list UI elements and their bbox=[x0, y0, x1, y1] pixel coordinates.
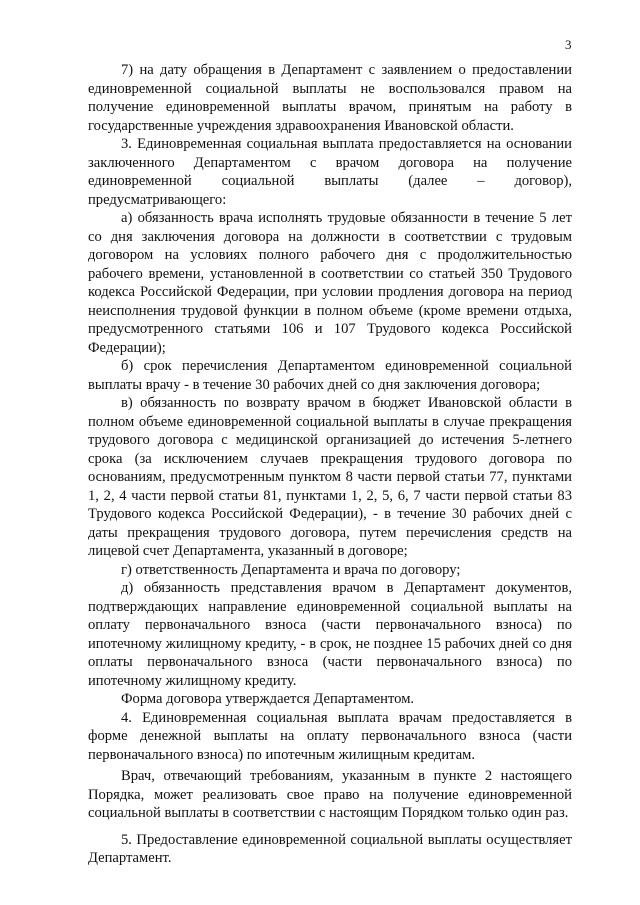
paragraph-3g: г) ответственность Департамента и врача по договору; bbox=[121, 561, 461, 578]
paragraph-3b: б) срок перечисления Департаментом единовременной социальной выплаты врачу - в течение 30 рабочих дней со дня заключения договора; bbox=[88, 358, 572, 393]
paragraph-5-provider: 5. Предоставление единовременной социальной выплаты осуществляет Департамент. bbox=[88, 831, 572, 866]
paragraph-4-once: Врач, отвечающий требованиям, указанным в пункте 2 настоящего Порядка, может реализовать свое право на получение единовременной социальной выплаты в соответствии с настоящим Порядком только один раз. bbox=[88, 768, 572, 821]
paragraph-3v: в) обязанность по возврату врачом в бюджет Ивановской области в полном объеме единовременной социальной выплаты в случае прекращения трудового договора с медицинской организацией до истечения 5-летнего срока (за исключением случаев прекращения трудового договора по основаниям, предусмотренным пунктом 8 части первой статьи 77, пунктами 1, 2, 4 части первой статьи 81, пунктами 1, 2, 5, 6, 7 части первой статьи 83 Трудового кодекса Российской Федерации), - в течение 30 рабочих дней с даты прекращения трудового договора, путем перечисления средств на лицевой счет Департамента, указанный в договоре; bbox=[88, 395, 572, 559]
paragraph-contract-form: Форма договора утверждается Департаментом. bbox=[121, 691, 415, 707]
paragraph-3-basis: 3. Единовременная социальная выплата предоставляется на основании заключенного Департаментом с врачом договора на получение единовременной социальной выплаты (далее – договор), предусматривающего: bbox=[88, 136, 572, 208]
page-number: 3 bbox=[565, 37, 572, 52]
document-body bbox=[88, 61, 572, 868]
paragraph-3d: д) обязанность представления врачом в Департамент документов, подтверждающих направление единовременной социальной выплаты на оплату первоначального взноса (части первоначального взноса) по ипотечному жилищному кредиту, - в срок, не позднее 15 рабочих дней со дня оплаты первоначального взноса (части первоначального взноса) по ипотечному жилищному кредиту. bbox=[88, 580, 572, 689]
paragraph-3a: а) обязанность врача исполнять трудовые обязанности в течение 5 лет со дня заключения договора на должности в соответствии с трудовым договором на условиях полного рабочего дня с продолжительностью рабочего времени, установленной в соответствии со статьей 350 Трудового кодекса Российской Федерации, при условии продления договора на период неисполнения трудовой функции в полном объеме (кроме времени отдыха, предусмотренного статьями 106 и 107 Трудового кодекса Российской Федерации); bbox=[88, 210, 572, 356]
paragraph-4-payment-form: 4. Единовременная социальная выплата врачам предоставляется в форме денежной выплаты на оплату первоначального взноса (части первоначального взноса) по ипотечным жилищным кредитам. bbox=[88, 709, 572, 763]
paragraph-7-condition: 7) на дату обращения в Департамент с заявлением о предоставлении единовременной социальной выплаты не воспользовался правом на получение единовременной выплаты врачом, принятым на работу в государственные учреждения здравоохранения Ивановской области. bbox=[88, 62, 572, 134]
